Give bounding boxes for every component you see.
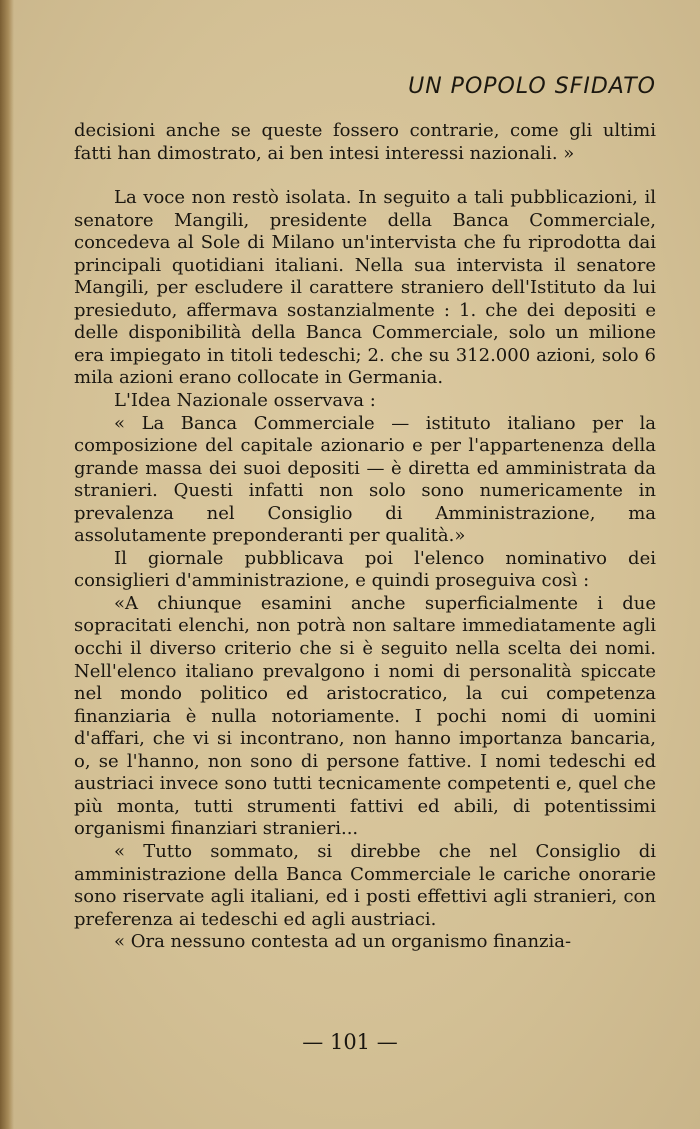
paragraph-elenco: Il giornale pubblicava poi l'elenco nominativo dei consiglieri d'amministrazione, e quindi proseguiva così : — [74, 547, 656, 592]
paragraph-quote-chiunque: «A chiunque esamini anche superficialmente i due sopracitati elenchi, non potrà non saltare immediatamente agli occhi il diverso criterio che si è seguito nella scelta dei nomi. Nell'elenco italiano prevalgono i nomi di personalità spiccate nel mondo politico ed aristocratico, la cui competenza finanziaria è nulla notoriamente. I pochi nomi di uomini d'affari, che vi si incontrano, non hanno importanza bancaria, o, se l'hanno, non sono di persone fattive. I nomi tedeschi ed austriaci invece sono tutti tecnicamente competenti e, quel che più monta, tutti strumenti fattivi ed abili, di potentissimi organismi finanziari stranieri... — [74, 592, 656, 840]
paragraph-mangili: La voce non restò isolata. In seguito a tali pubblicazioni, il senatore Mangili, presidente della Banca Commerciale, concedeva al Sole di Milano un'intervista che fu riprodotta dai principali quotidiani italiani. Nella sua intervista il senatore Mangili, per escludere il carattere straniero dell'Istituto da lui presieduto, affermava sostanzialmente : 1. che dei depositi e delle disponibilità della Banca Commerciale, solo un milione era impiegato in titoli tedeschi; 2. che su 312.000 azioni, solo 6 mila azioni erano collocate in Germania. — [74, 187, 656, 389]
page-spine-shadow — [0, 0, 14, 1129]
paragraph-continuation: decisioni anche se queste fossero contrarie, come gli ultimi fatti han dimostrato, ai ben intesi interessi nazionali. » — [74, 120, 656, 164]
paragraph-quote-banca: « La Banca Commerciale — istituto italiano per la composizione del capitale azionario e per l'appartenenza della grande massa dei suoi depositi — è diretta ed amministrata da stranieri. Questi infatti non solo sono numericamente in prevalenza nel Consiglio di Amministrazione, ma assolutamente preponderanti per qualità.» — [74, 412, 656, 547]
running-head: UN POPOLO SFIDATO — [408, 74, 656, 99]
paragraph-idea-nazionale: L'Idea Nazionale osservava : — [114, 390, 376, 412]
page-number: — 101 — — [302, 1030, 398, 1054]
paragraph-quote-ora: « Ora nessuno contesta ad un organismo finanzia- — [114, 931, 572, 953]
paragraph-quote-sommato: « Tutto sommato, si direbbe che nel Consiglio di amministrazione della Banca Commerciale le cariche onorarie sono riservate agli italiani, ed i posti effettivi agli stranieri, con preferenza ai tedeschi ed agli austriaci. — [74, 840, 656, 930]
body-text — [74, 120, 656, 954]
